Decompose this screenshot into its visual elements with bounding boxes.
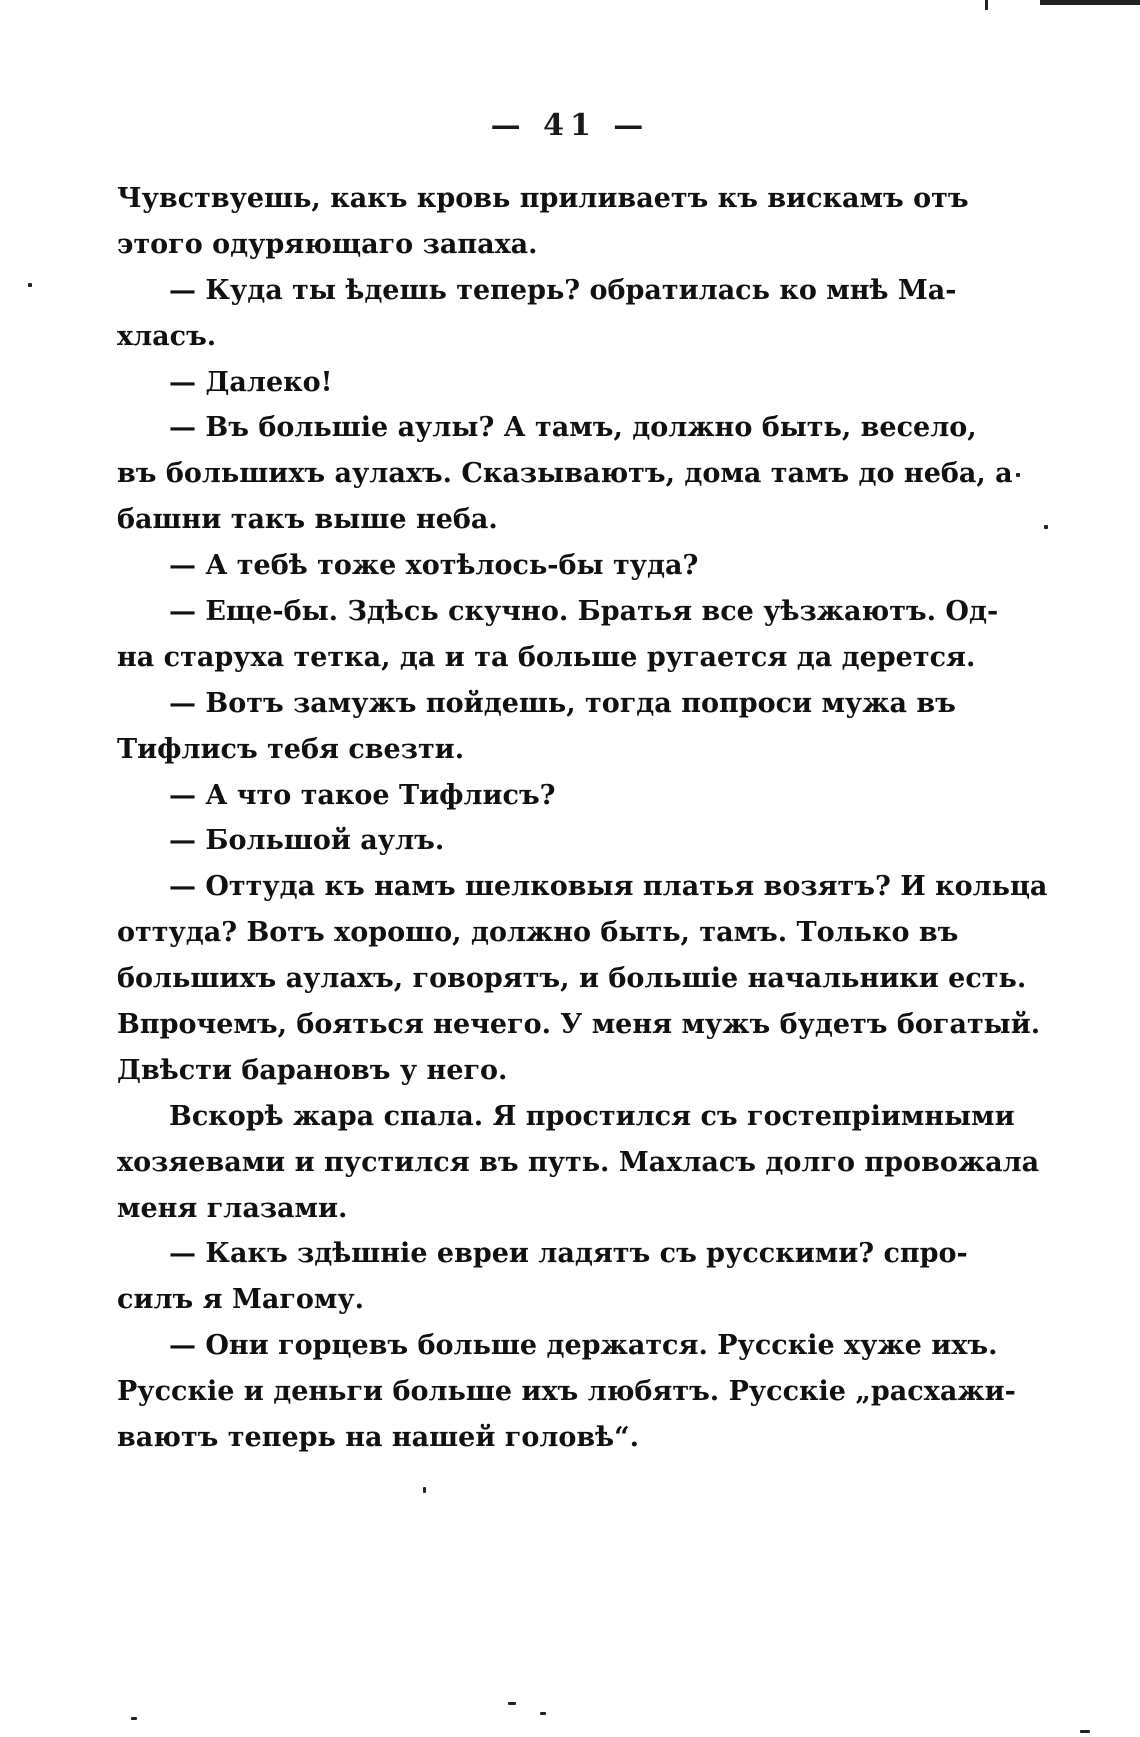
text-line: Впрочемъ, бояться нечего. У меня мужъ будетъ богатый.	[117, 1009, 1041, 1041]
text-line: — А тебѣ тоже хотѣлось-бы туда?	[169, 550, 699, 582]
text-line: — Большой аулъ.	[169, 825, 445, 857]
scan-speck	[1016, 473, 1020, 477]
text-line: большихъ аулахъ, говорятъ, и большіе начальники есть.	[117, 963, 1027, 995]
scan-speck	[1080, 1730, 1090, 1733]
text-line: Чувствуешь, какъ кровь приливаетъ къ вискамъ отъ	[117, 183, 969, 214]
text-line: — Еще-бы. Здѣсь скучно. Братья все уѣзжаютъ. Од-	[169, 596, 999, 628]
body-text	[117, 176, 1048, 1461]
scan-speck	[28, 283, 32, 287]
text-line: Тифлисъ тебя свезти.	[117, 733, 465, 765]
text-line: — Въ большіе аулы? А тамъ, должно быть, весело,	[169, 412, 977, 444]
text-line: Русскіе и деньги больше ихъ любятъ. Русскіе „расхажи-	[117, 1376, 1016, 1408]
page-number: — 41 —	[490, 108, 650, 143]
text-line: на старуха тетка, да и та больше ругается да дерется.	[117, 641, 976, 673]
scan-speck	[1044, 525, 1048, 529]
text-line: ваютъ теперь на нашей головѣ“.	[117, 1422, 640, 1454]
text-line: — Оттуда къ намъ шелковыя платья возятъ? И кольца	[169, 871, 1048, 903]
text-line: — Вотъ замужъ пойдешь, тогда попроси мужа въ	[169, 687, 956, 719]
text-line: — Куда ты ѣдешь теперь? обратилась ко мнѣ Ма-	[169, 274, 957, 306]
text-line: башни такъ выше неба.	[117, 504, 498, 536]
text-line: Двѣсти барановъ у него.	[117, 1054, 508, 1086]
text-line: меня глазами.	[117, 1192, 348, 1224]
text-line: оттуда? Вотъ хорошо, должно быть, тамъ. Только въ	[117, 917, 959, 949]
scan-speck	[540, 1712, 546, 1715]
text-line: силъ я Магому.	[117, 1284, 365, 1316]
scan-mark	[1040, 0, 1140, 5]
text-line: Вскорѣ жара спала. Я простился съ гостепріимными	[169, 1100, 1015, 1132]
text-line: — Далеко!	[169, 366, 333, 398]
scan-speck	[423, 1487, 426, 1493]
text-line: хозяевами и пустился въ путь. Махласъ долго провожала	[117, 1146, 1040, 1178]
text-line: — Какъ здѣшніе евреи ладятъ съ русскими? спро-	[169, 1238, 968, 1270]
scan-speck	[508, 1702, 516, 1705]
text-line: — А что такое Тифлисъ?	[169, 779, 556, 811]
text-line: этого одуряющаго запаха.	[117, 228, 538, 260]
text-line: — Они горцевъ больше держатся. Русскіе хуже ихъ.	[169, 1330, 998, 1362]
scan-mark	[985, 0, 988, 10]
text-line: хласъ.	[117, 320, 217, 352]
text-line: въ большихъ аулахъ. Сказываютъ, дома тамъ до неба, а	[117, 458, 1013, 490]
scan-speck	[131, 1717, 137, 1720]
